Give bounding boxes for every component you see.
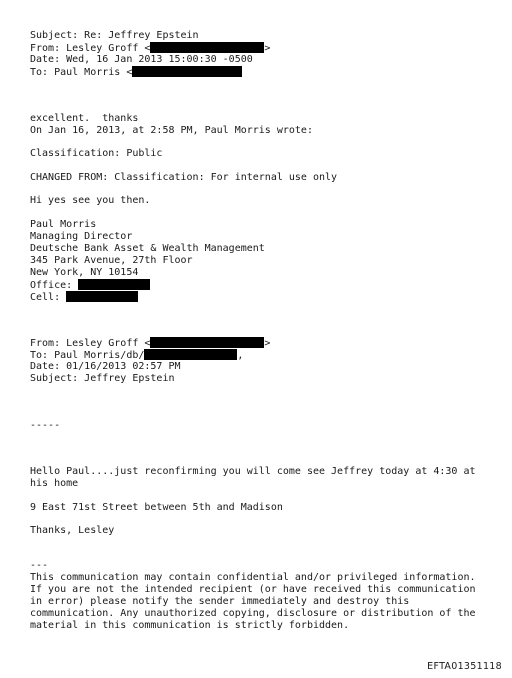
divider: ----- <box>30 419 61 431</box>
signature-address2: New York, NY 10154 <box>30 266 139 278</box>
reply-text: excellent. thanks <box>30 112 139 124</box>
disclaimer <box>30 560 490 632</box>
signature-name: Paul Morris <box>30 218 97 230</box>
classification-current: Classification: Public <box>30 148 163 159</box>
original-from-line <box>30 337 490 349</box>
classification-changed: CHANGED FROM: Classification: For internal use only <box>30 171 338 183</box>
message-line: Hello Paul....just reconfirming you will come see Jeffrey today at 4:30 at <box>30 466 476 477</box>
from-label: From: Lesley Groff < <box>30 43 151 54</box>
disclaimer-line: material in this communication is strictly forbidden. <box>30 620 350 631</box>
signature-block <box>30 219 490 303</box>
redaction-box <box>150 337 264 348</box>
disclaimer-line: in error) please notify the sender immediately and destroy this <box>30 596 410 607</box>
redaction-box <box>150 42 264 53</box>
original-date-line: Date: 01/16/2013 02:57 PM <box>30 361 181 372</box>
original-header <box>30 337 490 385</box>
paul-message: Hi yes see you then. <box>30 195 151 206</box>
redaction-box <box>144 349 237 360</box>
message-address: 9 East 71st Street between 5th and Madison <box>30 501 283 513</box>
disclaimer-line: This communication may contain confidential and/or privileged information. <box>30 572 476 583</box>
from-end: > <box>264 43 271 54</box>
signature-office <box>30 279 490 291</box>
to-label: To: Paul Morris < <box>30 67 133 78</box>
message-closing: Thanks, Lesley <box>30 525 115 536</box>
disclaimer-line: If you are not the intended recipient (or have received this communication <box>30 584 476 595</box>
document-id: EFTA01351118 <box>427 661 502 672</box>
redaction-box <box>132 66 242 77</box>
subject-line: Subject: Re: Jeffrey Epstein <box>30 30 199 41</box>
signature-cell <box>30 291 490 303</box>
redaction-box <box>78 279 150 290</box>
disclaimer-line: communication. Any unauthorized copying, disclosure or distribution of the <box>30 608 476 619</box>
to-line <box>30 66 490 78</box>
disclaimer-separator: --- <box>30 560 49 571</box>
original-subject-line: Subject: Jeffrey Epstein <box>30 373 175 384</box>
original-from-label: From: Lesley Groff < <box>30 338 151 349</box>
original-message <box>30 466 490 537</box>
original-to-end: , <box>237 350 244 361</box>
quote-intro: On Jan 16, 2013, at 2:58 PM, Paul Morris wrote: <box>30 124 313 136</box>
redaction-box <box>66 291 138 302</box>
signature-company: Deutsche Bank Asset & Wealth Management <box>30 242 265 254</box>
original-to-label: To: Paul Morris/db/ <box>30 350 145 361</box>
from-line <box>30 42 490 54</box>
office-label: Office: <box>30 279 79 291</box>
email-body <box>30 30 490 632</box>
date-line: Date: Wed, 16 Jan 2013 15:00:30 -0500 <box>30 54 253 65</box>
signature-address1: 345 Park Avenue, 27th Floor <box>30 254 193 266</box>
reply-header <box>30 30 490 78</box>
cell-label: Cell: <box>30 291 67 303</box>
original-from-end: > <box>264 338 271 349</box>
signature-title: Managing Director <box>30 230 133 242</box>
message-line: his home <box>30 478 79 489</box>
original-to-line <box>30 349 490 361</box>
